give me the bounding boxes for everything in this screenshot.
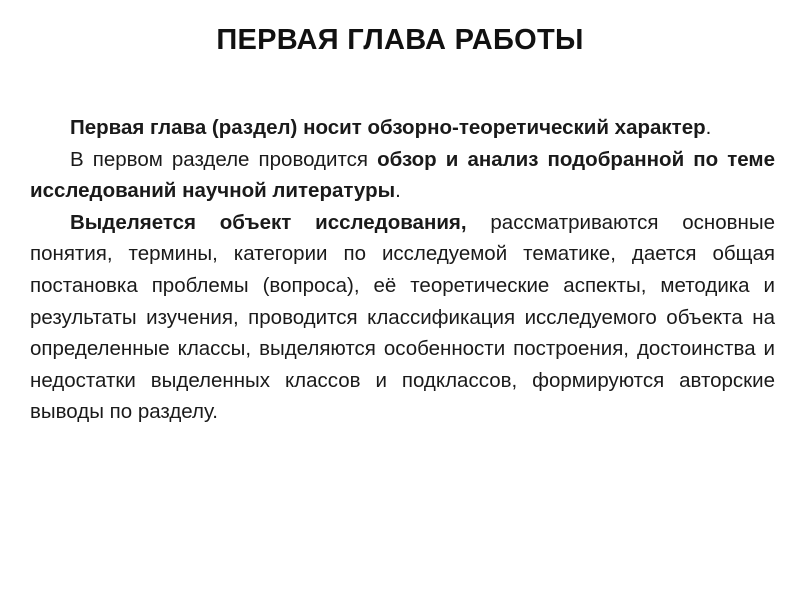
slide-body: [30, 112, 775, 428]
paragraph-1-end: .: [705, 116, 712, 139]
slide-title: ПЕРВАЯ ГЛАВА РАБОТЫ: [216, 24, 584, 56]
paragraph-3-end: рассматриваются основные понятия, термины, категории по исследуемой тематике, дается общая постановка проблемы (вопроса), её теоретические аспекты, методика и результаты изучения, проводится классификация исследуемого объекта на определенные классы, выделяются особенности построения, достоинства и недостатки выделенных классов и подклассов, формируются авторские выводы по разделу.: [30, 210, 775, 424]
paragraph-2-start: В первом разделе проводится: [70, 147, 378, 171]
paragraph-2-bold: обзор и анализ подобранной по теме исследований научной литературы: [30, 147, 775, 203]
paragraph-2-end: .: [395, 179, 401, 203]
paragraph-1: [30, 112, 775, 144]
paragraph-3: [30, 207, 775, 428]
paragraph-3-bold: Выделяется объект исследования,: [70, 210, 467, 234]
paragraph-1-bold: Первая глава (раздел) носит обзорно-теоретический характер: [70, 116, 706, 139]
paragraph-2: [30, 144, 775, 207]
